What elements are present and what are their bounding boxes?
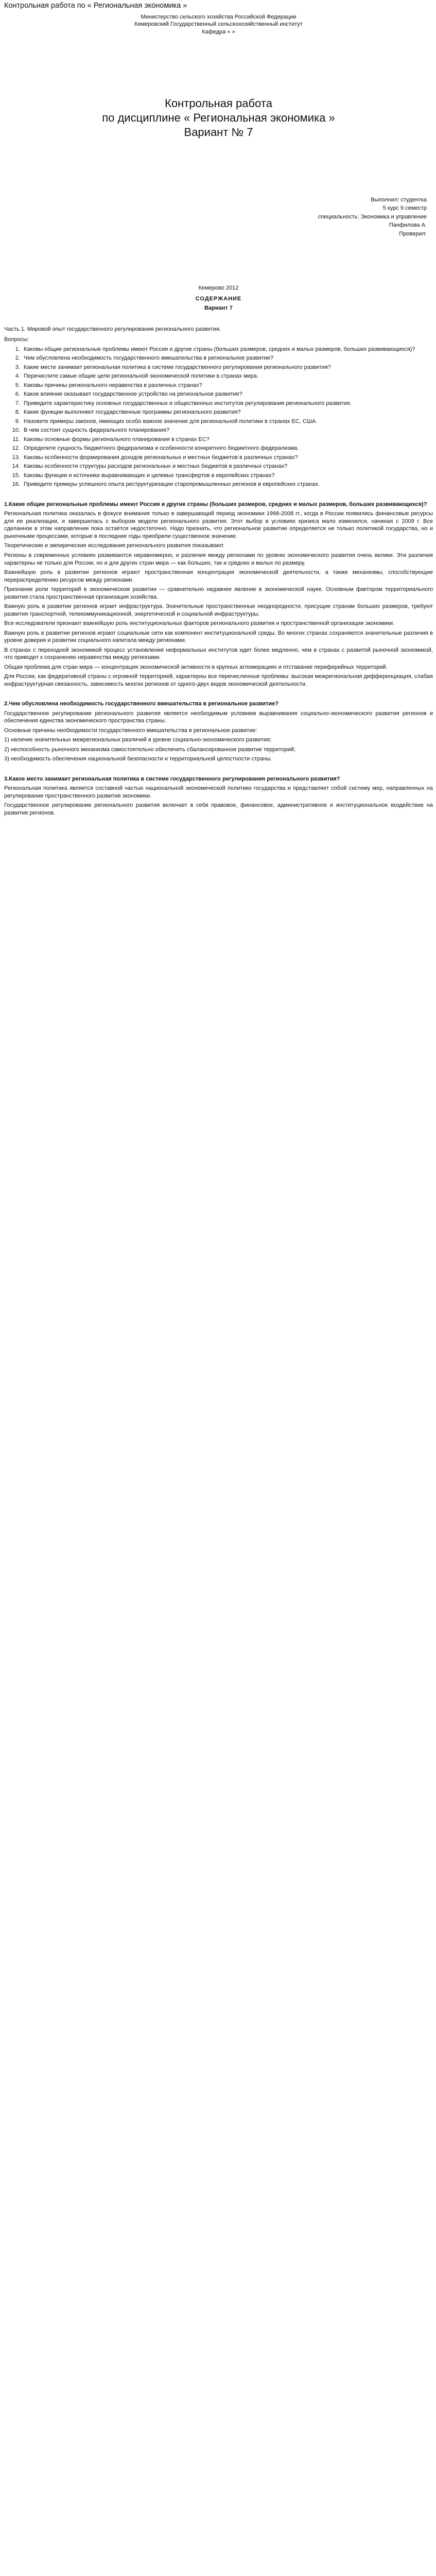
section-paragraph: Общая проблема для стран мира — концентрация экономической активности в крупных агломерациях и отставание периферийных территорий. (4, 664, 388, 670)
question-item: 13. Каковы особенности формирования доходов региональных и местных бюджетов в различных странах? (22, 454, 433, 462)
author-line-4: Панфилова А. (389, 222, 427, 229)
sections (4, 501, 433, 817)
answer-section (4, 700, 433, 763)
part1-title: Часть 1. Мировой опыт государственного регулирования регионального развития. (4, 326, 221, 332)
answer-section (4, 501, 433, 688)
question-item: 3. Какие месте занимает региональная политика в системе государственного регулирования регионального развития? (22, 364, 433, 371)
author-line-1: Выполнил: студентка (371, 196, 427, 203)
section-paragraph: Важнейшую роль в развитии регионов играют пространственная концентрация экономической деятельности, а также механизмы, способствующие перераспределению ресурсов между регионами. (4, 569, 433, 583)
section-paragraph: Государственное регулирование регионального развития включает в себя правовое, финансовое, административное и институциональное воздействие на развитие регионов. (4, 802, 433, 816)
question-item: 12. Определите сущность бюджетного федерализма и особенности конкретного бюджетного федерализма. (22, 445, 433, 452)
question-item: 1. Каковы общие региональные проблемы имеют Россия и другие страны (больших размеров, средних и малых размеров, больших развивающихся)? (22, 346, 433, 353)
section-paragraph: Важную роль в развитии регионов играет инфраструктура. Значительные пространственные неоднородности, присущие странам больших размеров, требуют развития транспортной, телекоммуникационной, энергетической и социальной инфраструктуры. (4, 603, 433, 617)
question-item: 15. Каковы функции и источники выравнивающих и целевых трансфертов в европейских странах? (22, 472, 433, 480)
question-item: 6. Какое влияние оказывает государственное устройство на региональное развитие? (22, 391, 433, 398)
variant-title: Вариант № 7 (184, 126, 253, 139)
institute-line: Кемеровский Государственный сельскохозяйственный институт (134, 21, 303, 28)
author-line-5: Проверил: (399, 230, 427, 237)
variant-heading: Вариант 7 (204, 305, 233, 312)
answer-section (4, 775, 433, 817)
question-item: 16. Приведите примеры успешного опыта реструктуризации старопромышленных регионов в европейских странах. (22, 481, 433, 488)
section-title: 1.Какие общие региональные проблемы имеют Россия и другие страны (больших размеров, средних и малых размеров, больших развивающихся)? (4, 501, 427, 507)
question-item: 2. Чем обусловлена необходимость государственного вмешательства в региональное развитие? (22, 354, 433, 362)
section-title: 2.Чем обусловлена необходимость государственного вмешательства в региональное развитие? (4, 701, 279, 707)
question-item: 10. В чем состоит сущность федерального планирования? (22, 427, 433, 434)
section-paragraph: Признание роли территорий в экономическом развитии — сравнительно недавнее явление в экономической науке. Основным фактором территориального развития стала пространственная организация хозяйства. (4, 586, 433, 600)
question-item: 7. Приведите характеристику основных государственных и общественных институтов регулирования регионального развития. (22, 400, 433, 408)
city-year: Кемерово 2012 (198, 285, 239, 292)
section-paragraph: 1) наличие значительных межрегиональных различий в уровне социально-экономического развития; (4, 737, 272, 743)
question-item: 5. Каковы причины регионального неравенства в различных странах? (22, 382, 433, 389)
section-paragraph: Региональная политика является составной частью национальной экономической политики государства и представляет собой систему мер, направленных на регулирование пространственного развития экономики. (4, 785, 433, 799)
author-line-2: 5 курс 9 семестр (382, 205, 427, 212)
questions-label: Вопросы: (4, 336, 29, 343)
author-line-3: специальность: Экономика и управление (318, 213, 427, 220)
ministry-line: Министерство сельского хозяйства Российской Федерации (141, 13, 297, 20)
section-paragraph: 2) неспособность рыночного механизма самостоятельно обеспечить сбалансированное развитие территорий; (4, 746, 295, 753)
section-paragraph: Регионы в современных условиях развиваются неравномерно, и различия между регионами по уровню экономического развития очень велики. Эти различия характерны не только для России, но и для других стран мира — как больших, так и средних и малых по размеру. (4, 552, 433, 566)
section-paragraph: Важную роль в развитии регионов играют социальные сети как компонент институциональной среды. Во многих странах сохраняются значительные различия в уровне доверия и развитии социального капитала между регионами. (4, 630, 433, 644)
department-line: Кафедра « » (202, 28, 235, 35)
section-paragraph: В странах с переходной экономикой процесс установления неформальных институтов идет более медленно, чем в странах с развитой рыночной экономикой, что приводит к сохранению неравенства между регионами. (4, 647, 433, 661)
section-title: 3.Какое место занимает региональная политика в системе государственного регулирования регионального развития? (4, 775, 340, 782)
section-paragraph: Государственное регулирование регионального развития является необходимым условием выравнивания социально-экономического развития регионов и обеспечения единства экономического пространства страны. (4, 710, 433, 724)
section-paragraph: Все исследователи признают важнейшую роль институциональных факторов регионального развития и пространственной организации экономики. (4, 620, 395, 627)
work-type-title: Контрольная работа (165, 97, 272, 110)
section-paragraph: Региональная политика оказалась в фокусе внимания только в завершающий период экономики 1998-2008 гг., когда в России появились финансовые ресурсы для ее реализации, и завершилась с выбором модели регионального развития. Этот выбор в условиях кризиса мало изменился, начиная с 2009 г. Все сделанное в этом направлении пока остаётся недостаточно. Надо признать, что региональное развитие определяется не только политикой государства, но и рыночными процессами, которые в последние годы приобрели существенное значение. (4, 511, 433, 539)
section-paragraph: Теоретические и эмпирические исследования регионального развития показывают. (4, 543, 225, 549)
question-item: 4. Перечислите самые общие цели региональной экономической политики в странах мира. (22, 372, 433, 380)
section-paragraph: 3) необходимость обеспечения национальной безопасности и территориальной целостности страны. (4, 756, 272, 762)
section-paragraph: Для России, как федеративной страны с огромной территорией, характерны все перечисленные проблемы: высокая межрегиональная дифференциация, слабая инфраструктурная связанность, зависимость многих регионов от одного-двух видов экономической деятельности. (4, 673, 433, 687)
discipline-title: по дисциплине « Региональная экономика » (102, 111, 335, 125)
question-item: 9. Назовите примеры законов, имеющих особо важное значение для региональной политики в странах ЕС, США. (22, 418, 433, 426)
section-paragraph: Основные причины необходимости государственного вмешательства в региональное развитие: (4, 727, 257, 734)
question-item: 8. Какие функции выполняют государственные программы регионального развития? (22, 409, 433, 416)
contents-heading: СОДЕРЖАНИЕ (195, 295, 242, 302)
question-item: 11. Каковы основные формы регионального планирования в странах ЕС? (22, 436, 433, 444)
question-item: 14. Каковы особенности структуры расходов региональных и местных бюджетов в различных странах? (22, 463, 433, 470)
author-block (4, 196, 433, 239)
question-list (4, 346, 433, 488)
document-title-line: Контрольная работа по « Региональная экономика » (4, 2, 187, 10)
